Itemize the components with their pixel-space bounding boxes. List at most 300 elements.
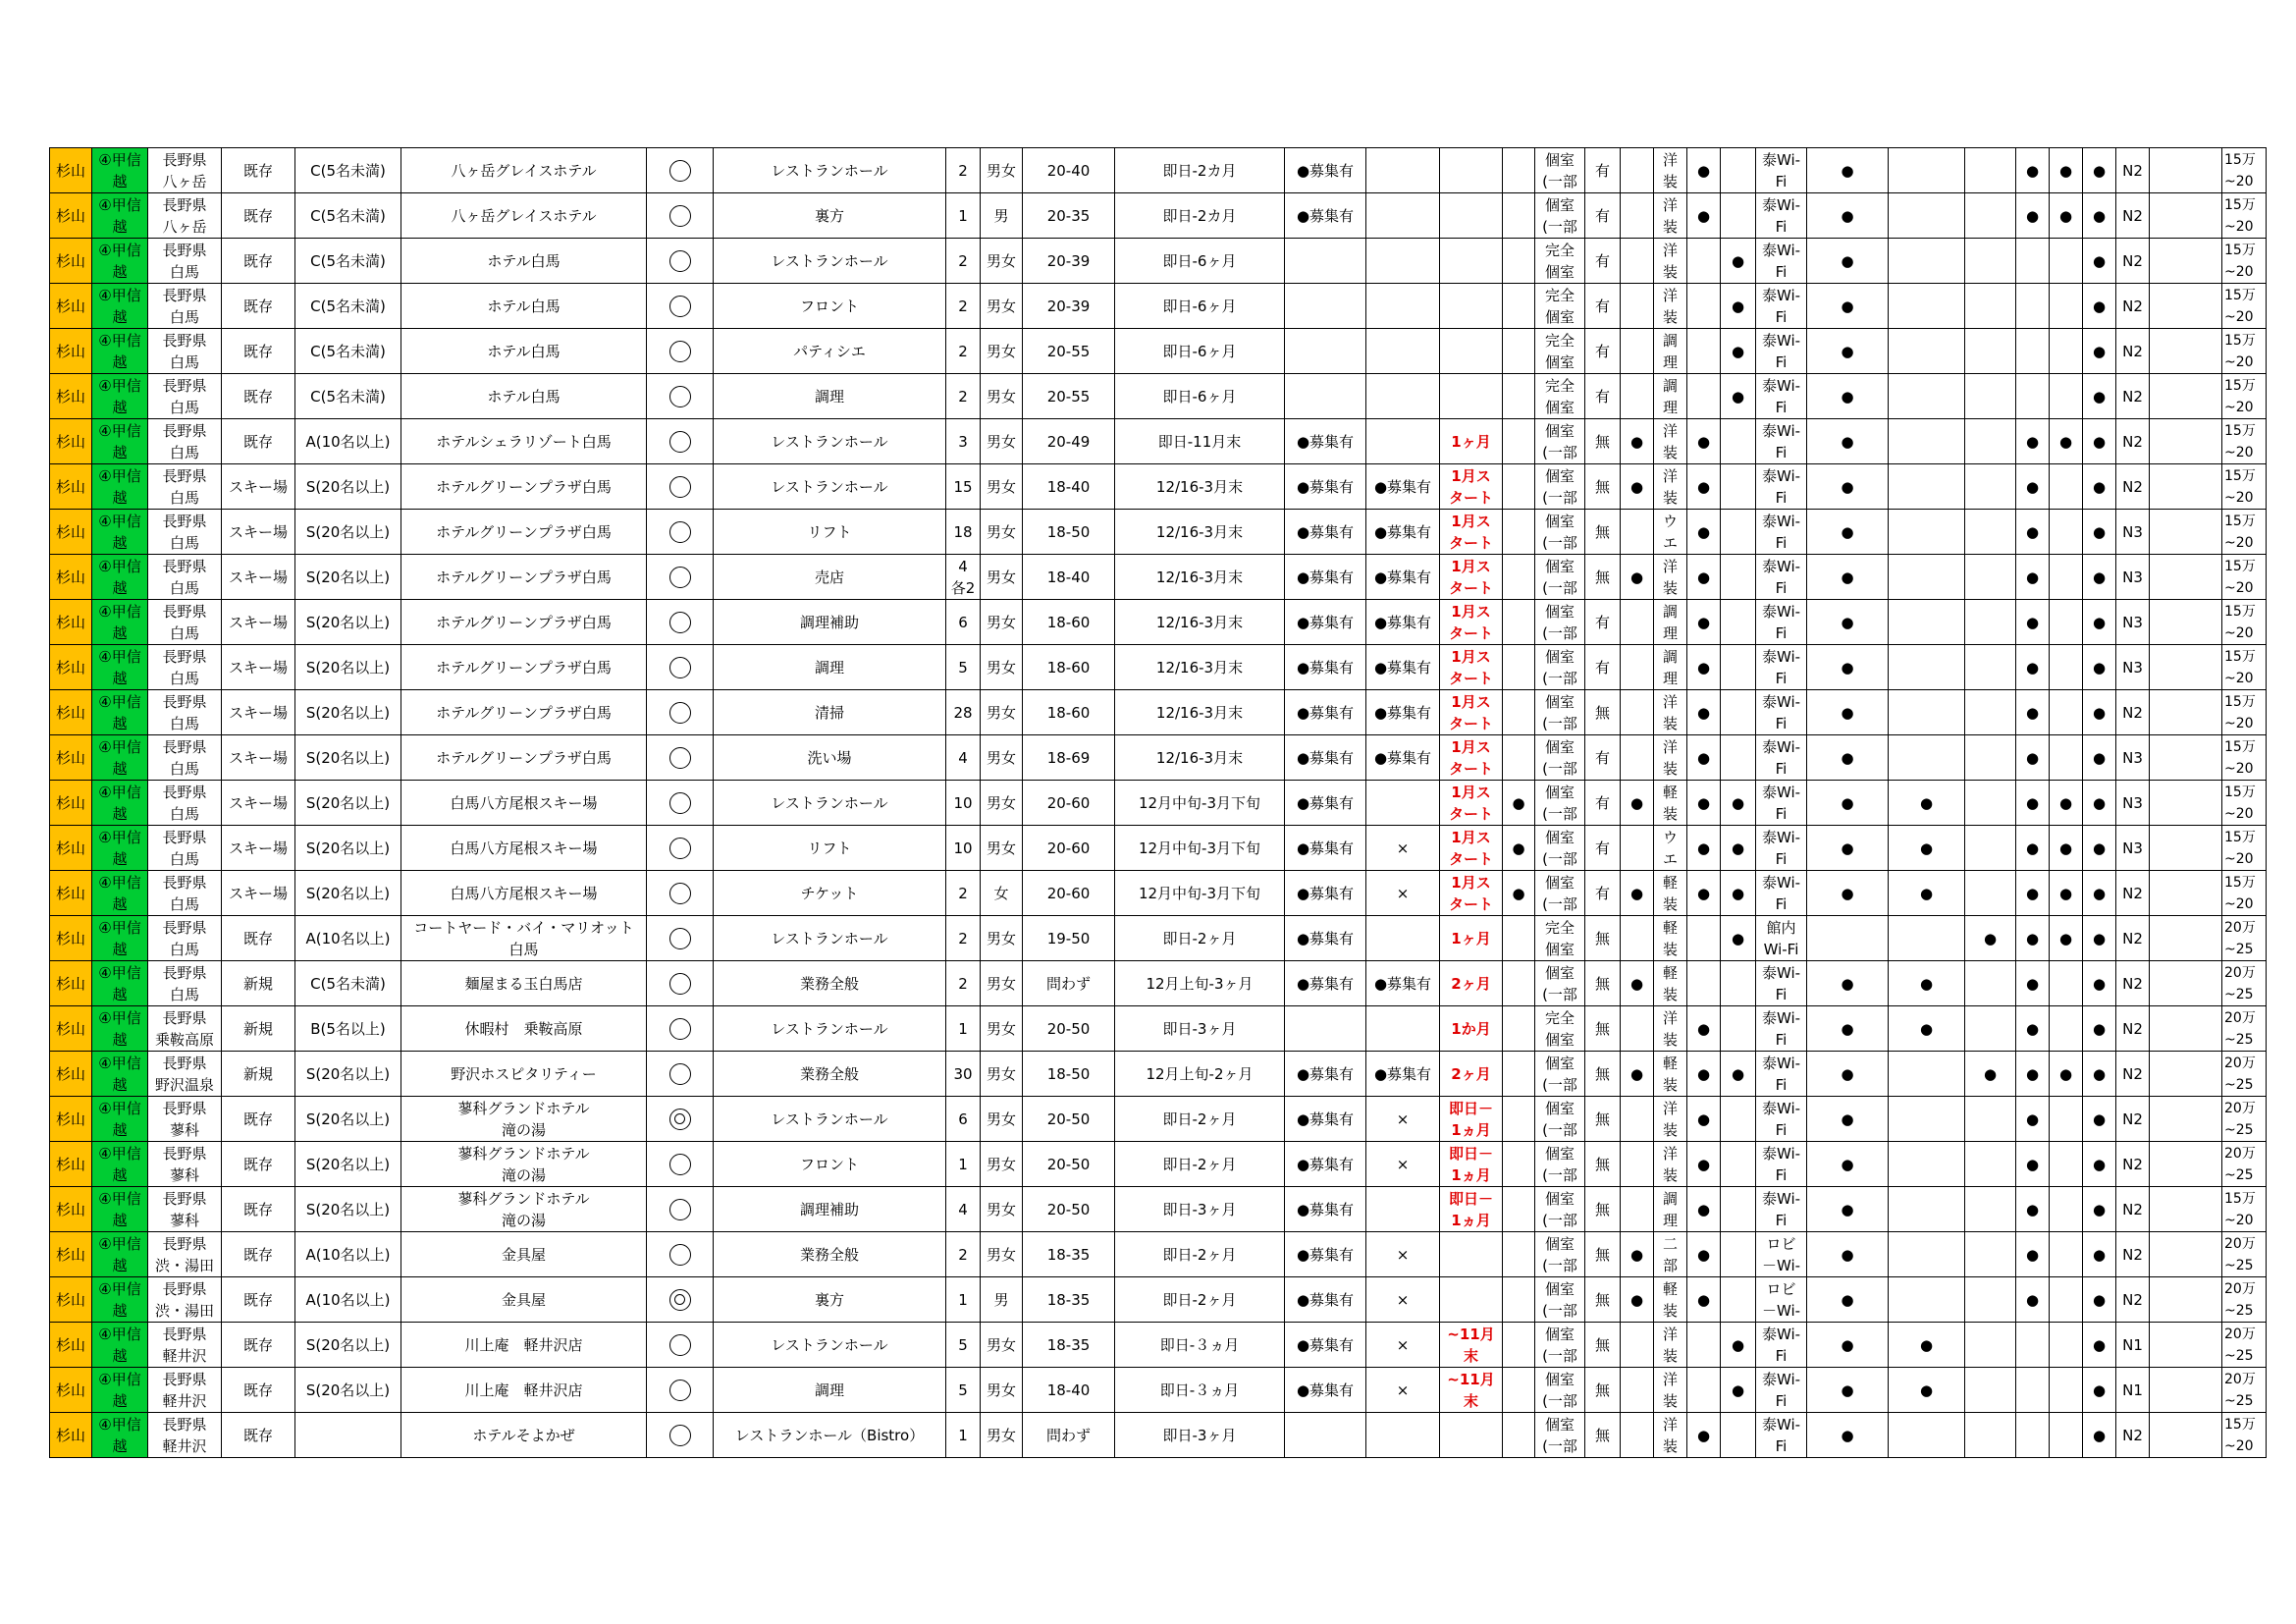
cell-room: 個室 (一部: [1535, 600, 1585, 645]
cell-extra-a: [1503, 690, 1535, 735]
cell-opt-g: ●: [2016, 781, 2050, 826]
cell-opt-f: [1965, 1187, 2016, 1232]
cell-meal: 有: [1585, 871, 1621, 916]
table-row: [50, 284, 2267, 329]
cell-extra-a: ●: [1503, 871, 1535, 916]
cell-room: 個室 (一部: [1535, 1323, 1585, 1368]
cell-opt-g: [2016, 239, 2050, 284]
cell-level: N2: [2116, 1006, 2150, 1052]
table-row: [50, 464, 2267, 510]
cell-region: ④甲信 越: [92, 1277, 148, 1323]
cell-position: 調理: [714, 374, 946, 419]
cell-gender: 男女: [981, 1097, 1023, 1142]
cell-period: 12/16-3月末: [1115, 555, 1285, 600]
cell-mark: [647, 419, 714, 464]
table-row: [50, 374, 2267, 419]
cell-age: 20-40: [1023, 148, 1115, 193]
cell-position: レストランホール: [714, 148, 946, 193]
cell-age: 20-60: [1023, 826, 1115, 871]
cell-period: 12/16-3月末: [1115, 600, 1285, 645]
cell-wifi: 泰Wi- Fi: [1756, 148, 1807, 193]
table-row: [50, 1368, 2267, 1413]
cell-period: 即日-３ヵ月: [1115, 1323, 1285, 1368]
cell-room: 個室 (一部: [1535, 1142, 1585, 1187]
cell-room: 個室 (一部: [1535, 1187, 1585, 1232]
cell-dress: 二 部: [1654, 1232, 1687, 1277]
cell-location: 長野県 白馬: [148, 239, 222, 284]
cell-region: ④甲信 越: [92, 1413, 148, 1458]
cell-opt-h: [2050, 1187, 2083, 1232]
cell-room: 個室 (一部: [1535, 1368, 1585, 1413]
cell-position: レストランホール: [714, 1006, 946, 1052]
cell-dress: 洋 装: [1654, 735, 1687, 781]
cell-opt-b: ●: [1687, 464, 1721, 510]
cell-level: N2: [2116, 193, 2150, 239]
circle-mark: [669, 341, 691, 362]
cell-opt-d: ●: [1807, 1368, 1889, 1413]
cell-opt-b: ●: [1687, 1232, 1721, 1277]
cell-region: ④甲信 越: [92, 464, 148, 510]
cell-owner: 杉山: [50, 284, 92, 329]
cell-salary: 15万 ~20: [2222, 1187, 2267, 1232]
cell-salary: 20万 ~25: [2222, 916, 2267, 961]
cell-opt-b: ●: [1687, 826, 1721, 871]
cell-salary: 15万 ~20: [2222, 645, 2267, 690]
cell-wifi: 泰Wi- Fi: [1756, 555, 1807, 600]
cell-room: 個室 (一部: [1535, 1277, 1585, 1323]
cell-extra-a: ●: [1503, 826, 1535, 871]
cell-opt-e: [1889, 464, 1965, 510]
cell-region: ④甲信 越: [92, 555, 148, 600]
cell-wifi: ロビ －Wi-: [1756, 1277, 1807, 1323]
cell-period: 12月中旬-3月下旬: [1115, 871, 1285, 916]
cell-region: ④甲信 越: [92, 193, 148, 239]
cell-opt-f: ●: [1965, 1052, 2016, 1097]
cell-opt-f: [1965, 1232, 2016, 1277]
table-row: [50, 419, 2267, 464]
cell-opt-g: ●: [2016, 1277, 2050, 1323]
circle-mark: [669, 1380, 691, 1401]
cell-salary: 20万 ~25: [2222, 1232, 2267, 1277]
cell-room: 個室 (一部: [1535, 1413, 1585, 1458]
cell-dress: ウ エ: [1654, 510, 1687, 555]
cell-room: 個室 (一部: [1535, 555, 1585, 600]
cell-recruit-a: ●募集有: [1285, 600, 1366, 645]
cell-employer: 川上庵 軽井沢店: [401, 1368, 647, 1413]
cell-dress: 軽 装: [1654, 781, 1687, 826]
cell-level: N3: [2116, 555, 2150, 600]
cell-region: ④甲信 越: [92, 1006, 148, 1052]
cell-location: 長野県 白馬: [148, 374, 222, 419]
cell-opt-f: [1965, 645, 2016, 690]
cell-opt-a: [1621, 1142, 1654, 1187]
cell-owner: 杉山: [50, 690, 92, 735]
cell-owner: 杉山: [50, 1052, 92, 1097]
table-row: [50, 1232, 2267, 1277]
cell-opt-i: ●: [2083, 464, 2116, 510]
cell-opt-a: ●: [1621, 555, 1654, 600]
cell-wifi: 泰Wi- Fi: [1756, 284, 1807, 329]
cell-opt-h: [2050, 555, 2083, 600]
cell-start: 2ヶ月: [1440, 961, 1503, 1006]
cell-opt-a: [1621, 1413, 1654, 1458]
circle-mark: [669, 386, 691, 407]
cell-opt-a: [1621, 600, 1654, 645]
cell-position: 裏方: [714, 193, 946, 239]
cell-headcount: 18: [946, 510, 981, 555]
cell-opt-d: ●: [1807, 239, 1889, 284]
cell-recruit-a: ●募集有: [1285, 555, 1366, 600]
cell-category: 既存: [222, 1232, 295, 1277]
cell-size: S(20名以上): [295, 600, 401, 645]
cell-mark: [647, 464, 714, 510]
cell-opt-i: ●: [2083, 510, 2116, 555]
cell-headcount: 2: [946, 916, 981, 961]
cell-recruit-b: ●募集有: [1366, 961, 1440, 1006]
cell-opt-e: [1889, 690, 1965, 735]
table-row: [50, 781, 2267, 826]
cell-opt-i: ●: [2083, 735, 2116, 781]
cell-age: 20-50: [1023, 1142, 1115, 1187]
cell-period: 12/16-3月末: [1115, 464, 1285, 510]
cell-opt-b: [1687, 1368, 1721, 1413]
cell-mark: [647, 600, 714, 645]
cell-opt-d: ●: [1807, 690, 1889, 735]
cell-start: 即日－ 1ヵ月: [1440, 1097, 1503, 1142]
cell-opt-h: ●: [2050, 148, 2083, 193]
cell-region: ④甲信 越: [92, 284, 148, 329]
cell-salary: 15万 ~20: [2222, 239, 2267, 284]
cell-gender: 男女: [981, 1323, 1023, 1368]
cell-wifi: 泰Wi- Fi: [1756, 1323, 1807, 1368]
cell-opt-i: ●: [2083, 284, 2116, 329]
cell-size: S(20名以上): [295, 510, 401, 555]
cell-opt-a: [1621, 645, 1654, 690]
cell-opt-i: ●: [2083, 1368, 2116, 1413]
cell-wifi: 泰Wi- Fi: [1756, 1097, 1807, 1142]
circle-mark: [669, 747, 691, 769]
cell-owner: 杉山: [50, 1187, 92, 1232]
cell-size: A(10名以上): [295, 419, 401, 464]
cell-size: S(20名以上): [295, 690, 401, 735]
cell-opt-e: [1889, 1142, 1965, 1187]
cell-recruit-b: ×: [1366, 1142, 1440, 1187]
cell-recruit-b: [1366, 148, 1440, 193]
cell-size: C(5名未満): [295, 961, 401, 1006]
cell-opt-e: [1889, 1052, 1965, 1097]
cell-salary: 20万 ~25: [2222, 1006, 2267, 1052]
cell-category: 既存: [222, 374, 295, 419]
cell-gender: 男: [981, 1277, 1023, 1323]
cell-size: C(5名未満): [295, 239, 401, 284]
cell-opt-e: ●: [1889, 1006, 1965, 1052]
cell-opt-d: [1807, 916, 1889, 961]
cell-extra-a: [1503, 148, 1535, 193]
cell-opt-e: [1889, 239, 1965, 284]
cell-location: 長野県 野沢温泉: [148, 1052, 222, 1097]
cell-location: 長野県 白馬: [148, 690, 222, 735]
cell-opt-g: ●: [2016, 193, 2050, 239]
cell-owner: 杉山: [50, 193, 92, 239]
cell-gender: 男女: [981, 781, 1023, 826]
cell-size: C(5名未満): [295, 329, 401, 374]
table-row: [50, 645, 2267, 690]
cell-recruit-b: [1366, 374, 1440, 419]
cell-region: ④甲信 越: [92, 735, 148, 781]
cell-extra-a: [1503, 329, 1535, 374]
cell-start: 2ヶ月: [1440, 1052, 1503, 1097]
cell-wifi: 泰Wi- Fi: [1756, 510, 1807, 555]
cell-level: N3: [2116, 645, 2150, 690]
cell-salary: 15万 ~20: [2222, 148, 2267, 193]
cell-age: 20-50: [1023, 1006, 1115, 1052]
cell-period: 即日-2カ月: [1115, 148, 1285, 193]
cell-opt-f: ●: [1965, 916, 2016, 961]
cell-category: スキー場: [222, 871, 295, 916]
cell-opt-h: ●: [2050, 871, 2083, 916]
cell-opt-b: [1687, 284, 1721, 329]
cell-blank: [2150, 735, 2222, 781]
cell-opt-c: [1721, 148, 1756, 193]
cell-period: 12/16-3月末: [1115, 735, 1285, 781]
cell-opt-b: [1687, 916, 1721, 961]
cell-opt-h: [2050, 464, 2083, 510]
cell-level: N1: [2116, 1368, 2150, 1413]
cell-dress: 軽 装: [1654, 961, 1687, 1006]
cell-opt-h: [2050, 284, 2083, 329]
cell-extra-a: [1503, 1142, 1535, 1187]
cell-size: B(5名以上): [295, 1006, 401, 1052]
cell-level: N3: [2116, 600, 2150, 645]
cell-opt-i: ●: [2083, 419, 2116, 464]
cell-opt-i: ●: [2083, 148, 2116, 193]
cell-size: C(5名未満): [295, 374, 401, 419]
cell-mark: [647, 961, 714, 1006]
cell-opt-h: [2050, 735, 2083, 781]
cell-recruit-b: ×: [1366, 1097, 1440, 1142]
cell-room: 完全 個室: [1535, 916, 1585, 961]
cell-headcount: 2: [946, 1232, 981, 1277]
cell-gender: 男女: [981, 600, 1023, 645]
cell-location: 長野県 八ヶ岳: [148, 193, 222, 239]
cell-size: S(20名以上): [295, 735, 401, 781]
cell-opt-c: [1721, 464, 1756, 510]
cell-period: 即日-6ヶ月: [1115, 329, 1285, 374]
cell-recruit-a: ●募集有: [1285, 826, 1366, 871]
cell-dress: 洋 装: [1654, 148, 1687, 193]
cell-position: レストランホール: [714, 419, 946, 464]
cell-blank: [2150, 329, 2222, 374]
circle-mark: [669, 883, 691, 904]
cell-meal: 無: [1585, 419, 1621, 464]
cell-headcount: 2: [946, 961, 981, 1006]
cell-headcount: 28: [946, 690, 981, 735]
cell-room: 完全 個室: [1535, 329, 1585, 374]
cell-age: 20-60: [1023, 781, 1115, 826]
cell-mark: [647, 826, 714, 871]
cell-recruit-a: [1285, 1006, 1366, 1052]
cell-opt-a: [1621, 1187, 1654, 1232]
cell-employer: 金具屋: [401, 1277, 647, 1323]
cell-opt-e: [1889, 1187, 1965, 1232]
table-row: [50, 1187, 2267, 1232]
cell-owner: 杉山: [50, 374, 92, 419]
cell-opt-b: [1687, 239, 1721, 284]
cell-gender: 男女: [981, 826, 1023, 871]
table-row: [50, 690, 2267, 735]
cell-level: N2: [2116, 1052, 2150, 1097]
cell-blank: [2150, 419, 2222, 464]
cell-recruit-a: ●募集有: [1285, 510, 1366, 555]
cell-employer: 白馬八方尾根スキー場: [401, 826, 647, 871]
cell-category: 既存: [222, 148, 295, 193]
cell-category: 既存: [222, 419, 295, 464]
cell-opt-c: ●: [1721, 329, 1756, 374]
cell-position: レストランホール: [714, 781, 946, 826]
cell-size: S(20名以上): [295, 871, 401, 916]
cell-blank: [2150, 1052, 2222, 1097]
cell-location: 長野県 白馬: [148, 510, 222, 555]
cell-recruit-a: [1285, 239, 1366, 284]
cell-region: ④甲信 越: [92, 1187, 148, 1232]
circle-mark: [669, 1018, 691, 1040]
cell-headcount: 6: [946, 600, 981, 645]
cell-location: 長野県 白馬: [148, 555, 222, 600]
cell-opt-e: [1889, 1277, 1965, 1323]
cell-mark: [647, 1323, 714, 1368]
cell-extra-a: [1503, 193, 1535, 239]
cell-owner: 杉山: [50, 600, 92, 645]
cell-salary: 20万 ~25: [2222, 1097, 2267, 1142]
cell-recruit-a: [1285, 329, 1366, 374]
cell-recruit-a: [1285, 1413, 1366, 1458]
cell-headcount: 15: [946, 464, 981, 510]
table-row: [50, 600, 2267, 645]
cell-opt-b: ●: [1687, 690, 1721, 735]
cell-employer: 八ヶ岳グレイスホテル: [401, 193, 647, 239]
cell-opt-d: ●: [1807, 329, 1889, 374]
cell-meal: 無: [1585, 1052, 1621, 1097]
cell-blank: [2150, 600, 2222, 645]
cell-opt-g: [2016, 1368, 2050, 1413]
cell-opt-d: ●: [1807, 735, 1889, 781]
cell-opt-f: [1965, 284, 2016, 329]
cell-category: 既存: [222, 1097, 295, 1142]
cell-start: [1440, 193, 1503, 239]
cell-opt-g: ●: [2016, 510, 2050, 555]
cell-mark: [647, 645, 714, 690]
cell-owner: 杉山: [50, 1232, 92, 1277]
cell-gender: 男女: [981, 284, 1023, 329]
cell-position: 調理: [714, 1368, 946, 1413]
cell-position: 業務全般: [714, 961, 946, 1006]
cell-opt-g: ●: [2016, 826, 2050, 871]
cell-recruit-a: ●募集有: [1285, 1187, 1366, 1232]
cell-extra-a: [1503, 1232, 1535, 1277]
cell-gender: 男: [981, 193, 1023, 239]
cell-blank: [2150, 193, 2222, 239]
cell-opt-b: ●: [1687, 193, 1721, 239]
cell-headcount: 1: [946, 193, 981, 239]
cell-meal: 有: [1585, 781, 1621, 826]
cell-extra-a: [1503, 374, 1535, 419]
cell-location: 長野県 軽井沢: [148, 1323, 222, 1368]
cell-location: 長野県 白馬: [148, 916, 222, 961]
cell-recruit-b: ●募集有: [1366, 645, 1440, 690]
cell-opt-h: [2050, 1142, 2083, 1187]
cell-owner: 杉山: [50, 329, 92, 374]
cell-blank: [2150, 1277, 2222, 1323]
cell-owner: 杉山: [50, 464, 92, 510]
cell-opt-c: [1721, 1142, 1756, 1187]
cell-opt-g: ●: [2016, 555, 2050, 600]
cell-category: スキー場: [222, 735, 295, 781]
cell-opt-c: [1721, 193, 1756, 239]
cell-opt-a: [1621, 916, 1654, 961]
cell-recruit-b: [1366, 1187, 1440, 1232]
cell-age: 20-50: [1023, 1187, 1115, 1232]
cell-meal: 無: [1585, 1413, 1621, 1458]
cell-opt-c: [1721, 555, 1756, 600]
cell-opt-d: ●: [1807, 1187, 1889, 1232]
cell-opt-a: [1621, 329, 1654, 374]
cell-opt-e: [1889, 1413, 1965, 1458]
cell-age: 20-55: [1023, 329, 1115, 374]
cell-recruit-a: ●募集有: [1285, 781, 1366, 826]
cell-opt-a: [1621, 690, 1654, 735]
cell-room: 個室 (一部: [1535, 961, 1585, 1006]
cell-opt-f: [1965, 464, 2016, 510]
cell-level: N2: [2116, 1277, 2150, 1323]
cell-opt-c: [1721, 419, 1756, 464]
cell-region: ④甲信 越: [92, 916, 148, 961]
table-row: [50, 1277, 2267, 1323]
cell-opt-f: [1965, 781, 2016, 826]
cell-wifi: 館内 Wi-Fi: [1756, 916, 1807, 961]
cell-room: 個室 (一部: [1535, 419, 1585, 464]
cell-recruit-b: [1366, 329, 1440, 374]
cell-period: 即日-３ヵ月: [1115, 1368, 1285, 1413]
cell-size: C(5名未満): [295, 193, 401, 239]
cell-opt-f: [1965, 374, 2016, 419]
cell-opt-g: ●: [2016, 1232, 2050, 1277]
cell-extra-a: [1503, 645, 1535, 690]
cell-opt-e: [1889, 329, 1965, 374]
table-row: [50, 826, 2267, 871]
cell-location: 長野県 白馬: [148, 961, 222, 1006]
cell-headcount: 5: [946, 1368, 981, 1413]
cell-gender: 男女: [981, 419, 1023, 464]
circle-mark: [669, 476, 691, 498]
cell-dress: 洋 装: [1654, 690, 1687, 735]
table-row: [50, 1052, 2267, 1097]
cell-wifi: 泰Wi- Fi: [1756, 1142, 1807, 1187]
cell-dress: 洋 装: [1654, 284, 1687, 329]
cell-owner: 杉山: [50, 916, 92, 961]
cell-opt-i: ●: [2083, 1232, 2116, 1277]
cell-opt-g: [2016, 1323, 2050, 1368]
cell-location: 長野県 白馬: [148, 781, 222, 826]
cell-wifi: 泰Wi- Fi: [1756, 193, 1807, 239]
cell-location: 長野県 白馬: [148, 645, 222, 690]
cell-opt-i: ●: [2083, 826, 2116, 871]
cell-room: 完全 個室: [1535, 239, 1585, 284]
cell-blank: [2150, 871, 2222, 916]
cell-opt-c: ●: [1721, 826, 1756, 871]
cell-meal: 無: [1585, 464, 1621, 510]
circle-mark: [669, 521, 691, 543]
cell-start: 即日－ 1ヵ月: [1440, 1142, 1503, 1187]
